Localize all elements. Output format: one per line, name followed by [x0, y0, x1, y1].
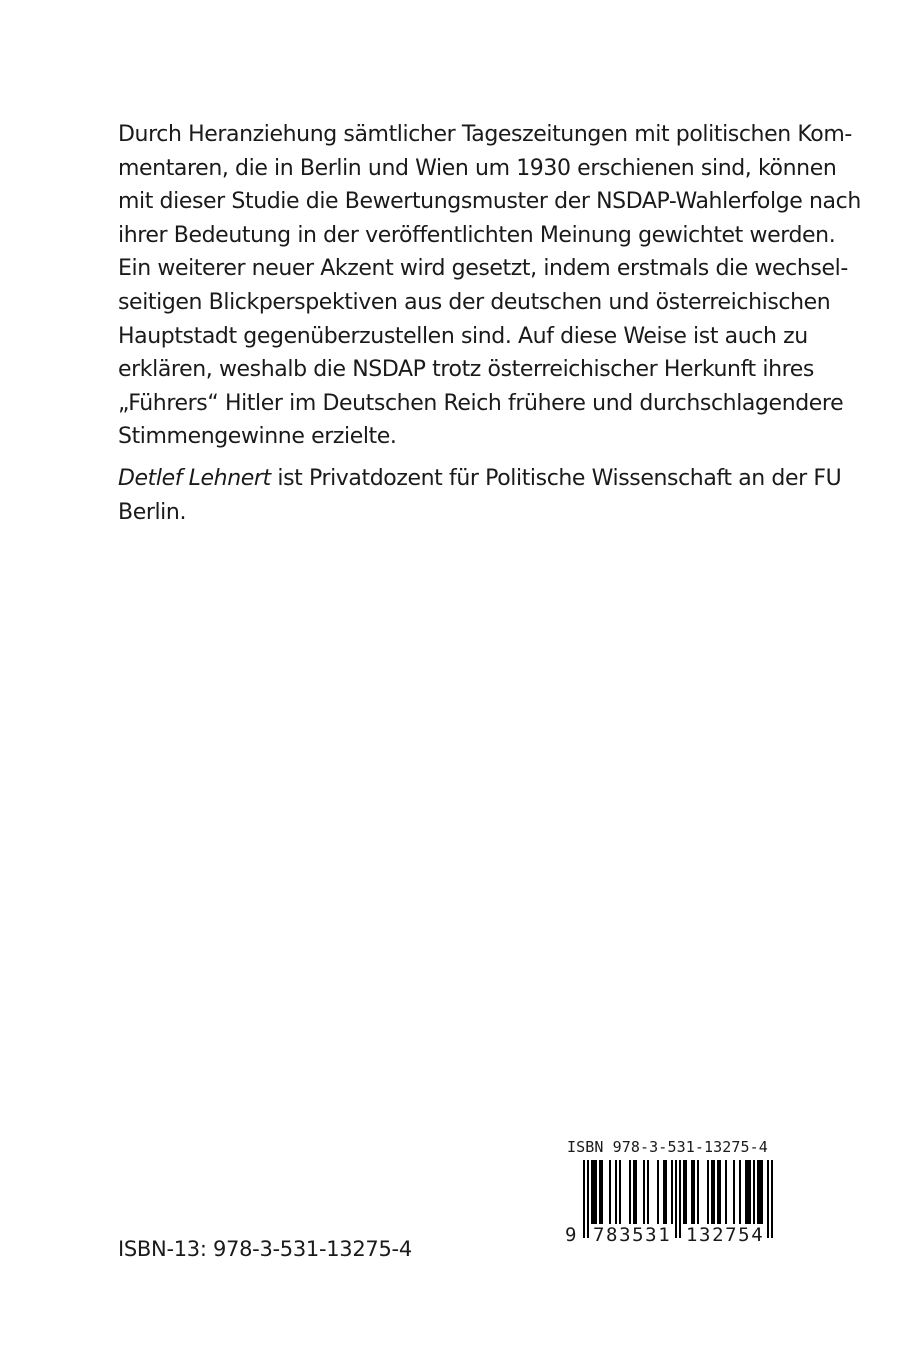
author-name: Detlef Lehnert — [118, 466, 271, 491]
barcode-bar — [739, 1160, 741, 1224]
barcode-guard-bar — [587, 1160, 589, 1238]
barcode-bar — [719, 1160, 721, 1224]
blurb-line: mit dieser Studie die Bewertungsmuster der NSDAP-Wahlerfolge nach — [118, 189, 861, 215]
blurb-line: Stimmengewinne erzielte. — [118, 424, 397, 450]
barcode-bar — [685, 1160, 687, 1224]
barcode-bar — [671, 1160, 673, 1224]
barcode-bar — [591, 1160, 593, 1224]
barcode-bar — [615, 1160, 617, 1224]
blurb-line: mentaren, die in Berlin und Wien um 1930 erschienen sind, können — [118, 155, 837, 181]
barcode-bar — [717, 1160, 719, 1224]
barcode-guard-bar — [675, 1160, 677, 1238]
barcode-bar — [663, 1160, 665, 1224]
barcode-bar — [593, 1160, 595, 1224]
barcode-bar — [753, 1160, 755, 1224]
barcode-guard-bar — [771, 1160, 773, 1238]
author-bio-line — [118, 462, 842, 496]
barcode-guard-bar — [679, 1160, 681, 1238]
barcode-bar — [693, 1160, 695, 1224]
barcode-bar — [595, 1160, 597, 1224]
barcode-bar — [759, 1160, 761, 1224]
barcode-bar — [657, 1160, 659, 1224]
isbn-label: ISBN-13: 978-3-531-13275-4 — [118, 1237, 412, 1261]
barcode-bar — [633, 1160, 635, 1224]
author-bio-text: ist Privatdozent für Politische Wissenschaft an der FU — [270, 466, 842, 491]
barcode-bar — [757, 1160, 759, 1224]
barcode-bar — [619, 1160, 621, 1224]
barcode-bar — [629, 1160, 631, 1224]
barcode-bar — [609, 1160, 611, 1224]
barcode-guard-bar — [767, 1160, 769, 1238]
barcode-bar — [725, 1160, 727, 1224]
barcode-bar — [713, 1160, 715, 1224]
barcode-first-digit: 9 — [565, 1224, 577, 1246]
barcode-bar — [747, 1160, 749, 1224]
barcode-bar — [707, 1160, 709, 1224]
blurb-line: Durch Heranziehung sämtlicher Tageszeitungen mit politischen Kom- — [118, 122, 852, 147]
barcode-guard-bar — [583, 1160, 585, 1238]
barcode-bar — [745, 1160, 747, 1224]
barcode-bar — [601, 1160, 603, 1224]
author-bio — [118, 462, 842, 529]
blurb-line: „Führers“ Hitler im Deutschen Reich frühere und durchschlagendere — [118, 390, 844, 416]
barcode-bar — [647, 1160, 649, 1224]
blurb-text — [118, 118, 861, 454]
barcode-bar — [683, 1160, 685, 1224]
barcode-bar — [711, 1160, 713, 1224]
barcode-bar — [691, 1160, 693, 1224]
blurb-line: Hauptstadt gegenüberzustellen sind. Auf diese Weise ist auch zu — [118, 323, 808, 349]
barcode-isbn-text: ISBN 978-3-531-13275-4 — [567, 1138, 768, 1156]
barcode-bar — [643, 1160, 645, 1224]
blurb-line: Ein weiterer neuer Akzent wird gesetzt, indem erstmals die wechsel- — [118, 256, 848, 282]
barcode-bar — [697, 1160, 699, 1224]
barcode — [563, 1138, 791, 1268]
barcode-right-digits: 132754 — [686, 1224, 765, 1246]
blurb-line: seitigen Blickperspektiven aus der deutschen und österreichischen — [118, 289, 831, 315]
blurb-line: ihrer Bedeutung in der veröffentlichten Meinung gewichtet werden. — [118, 222, 836, 248]
barcode-bar — [761, 1160, 763, 1224]
barcode-bar — [733, 1160, 735, 1224]
barcode-bar — [749, 1160, 751, 1224]
barcode-bar — [665, 1160, 667, 1224]
barcode-left-digits: 783531 — [593, 1224, 672, 1246]
barcode-bar — [599, 1160, 601, 1224]
blurb-line: erklären, weshalb die NSDAP trotz österreichischer Herkunft ihres — [118, 357, 814, 383]
author-bio-line: Berlin. — [118, 499, 187, 525]
barcode-bar — [635, 1160, 637, 1224]
